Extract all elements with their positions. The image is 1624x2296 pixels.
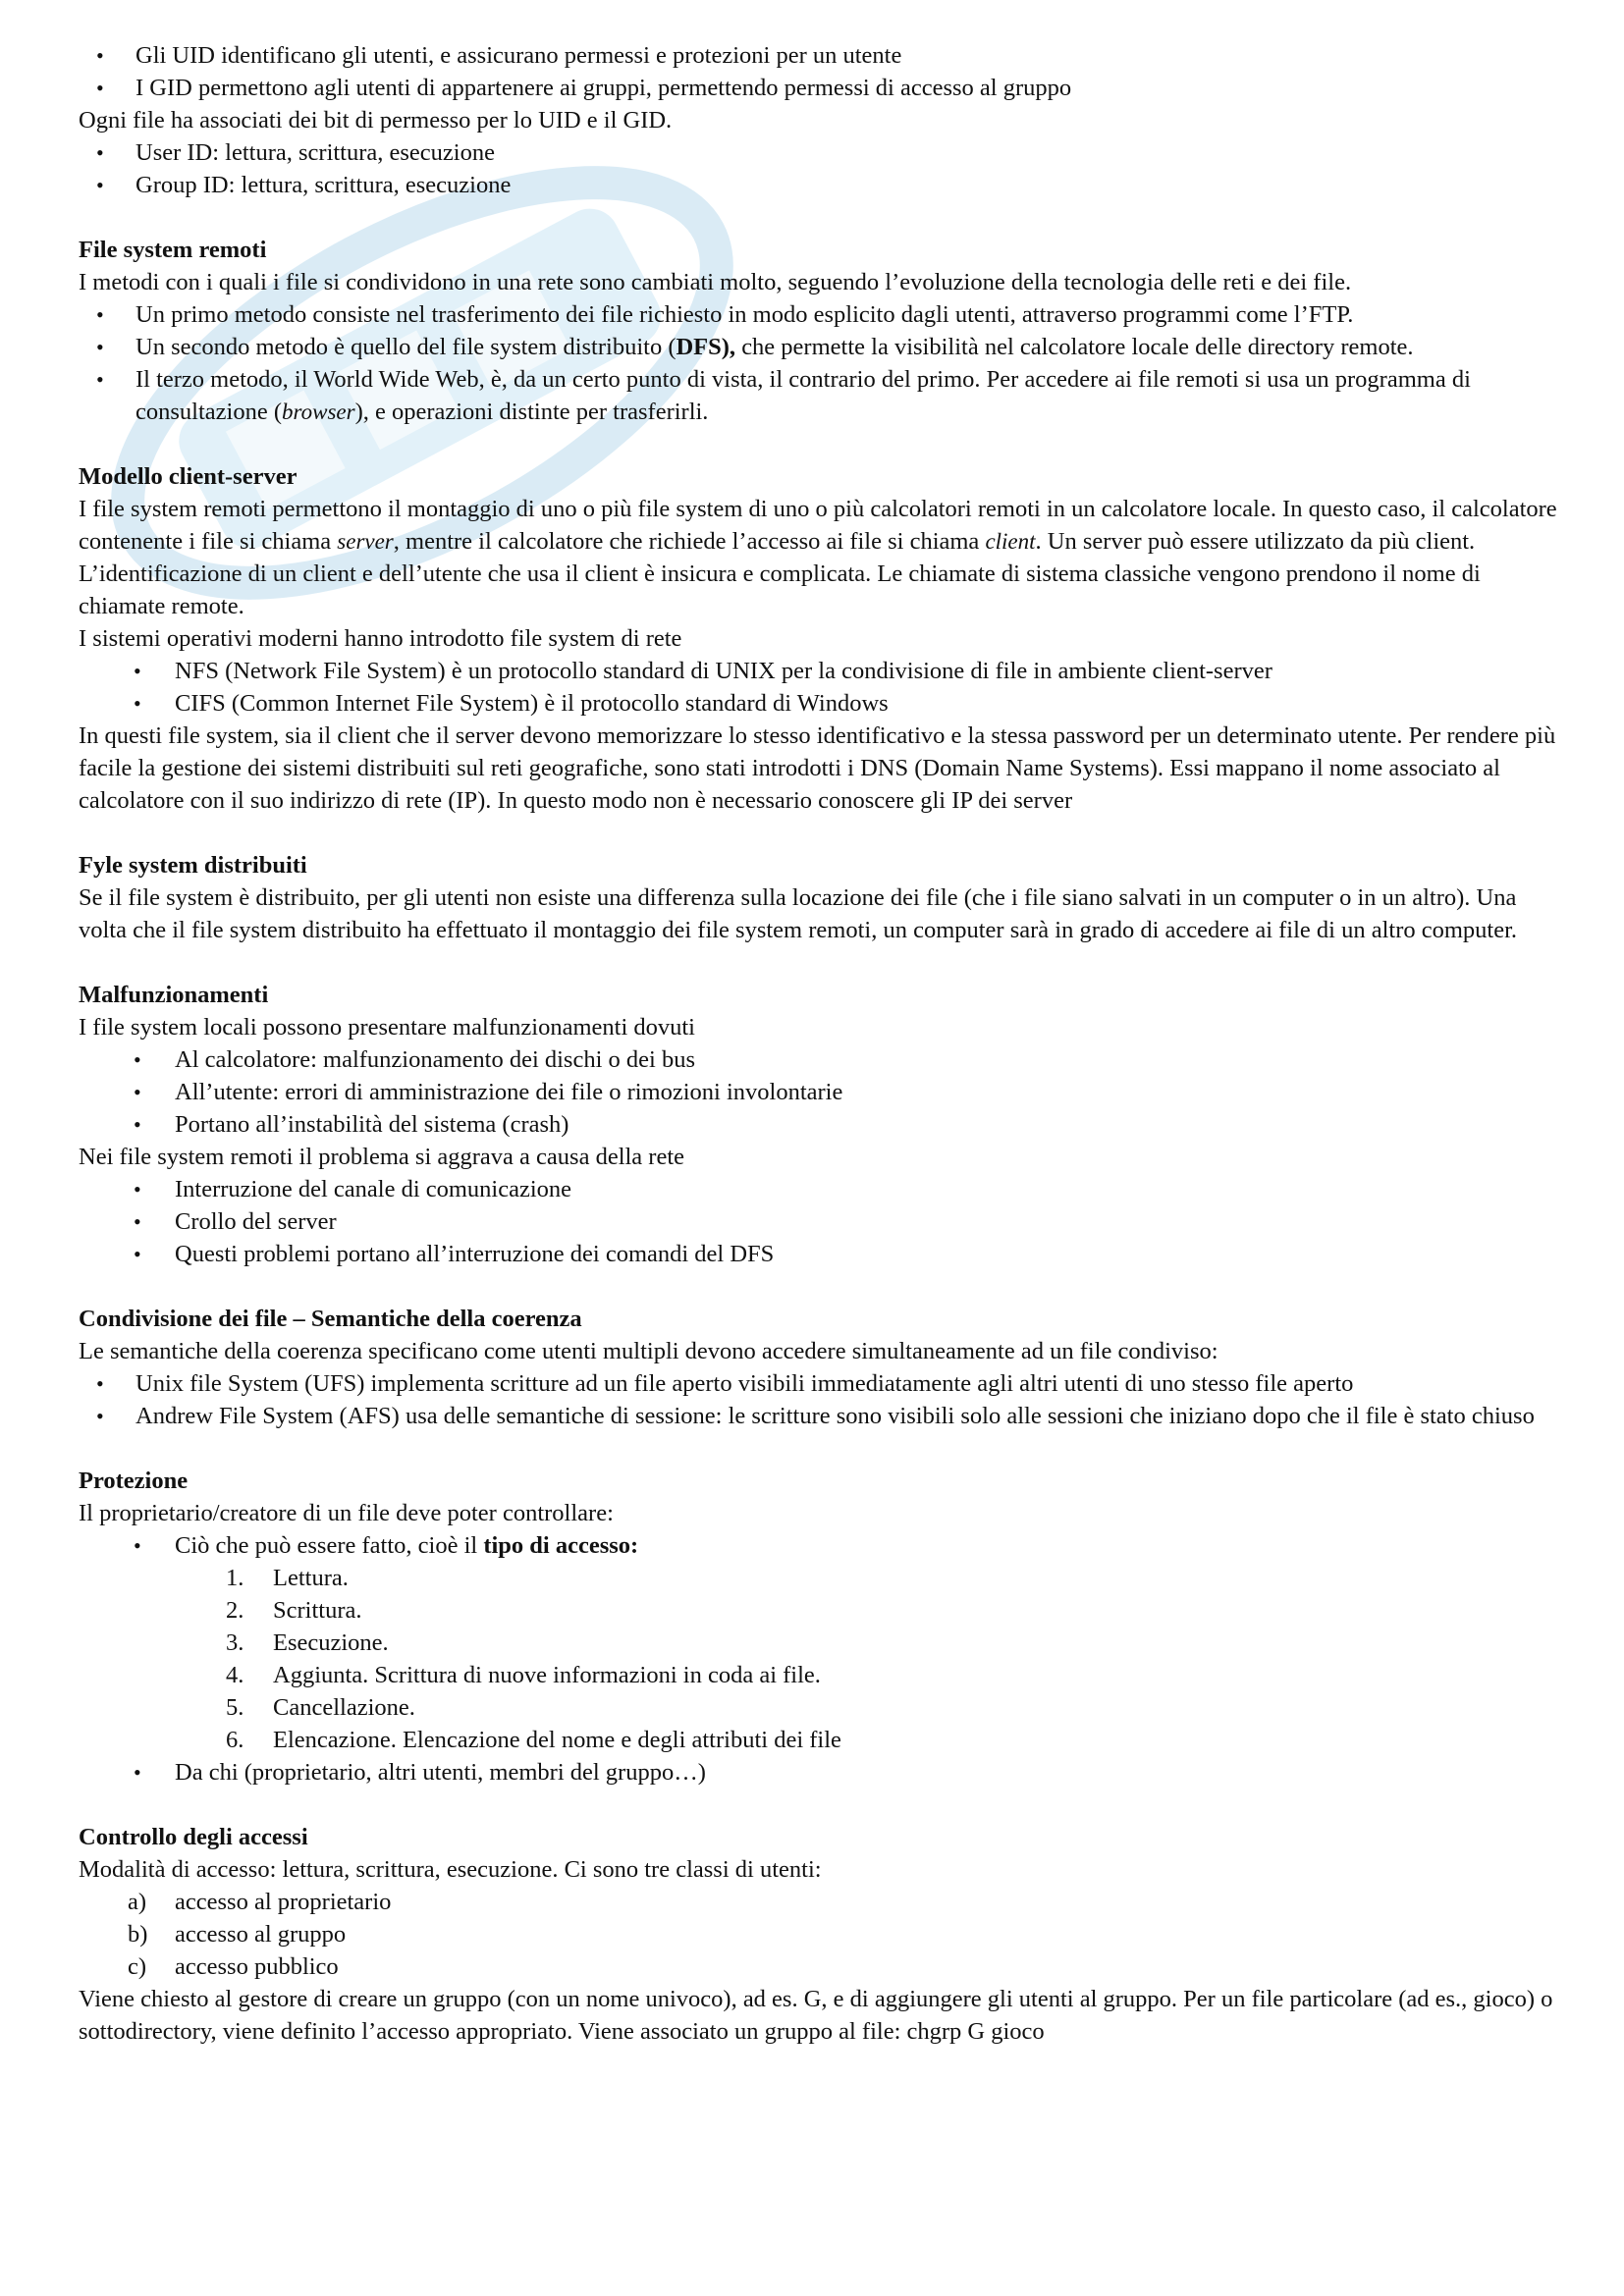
remote-failures-list <box>79 1173 1566 1270</box>
list-item: 5. Cancellazione. <box>226 1694 415 1721</box>
paragraph: I metodi con i quali i file si condividono in una rete sono cambiati molto, seguendo l’evoluzione della tecnologia delle reti e dei file. <box>79 269 1352 295</box>
list-item: • Ciò che può essere fatto, cioè il tipo di accesso: <box>79 1529 1566 1562</box>
section-failures <box>79 979 1566 1270</box>
document-page <box>79 39 1566 2048</box>
section-title: Modello client-server <box>79 463 298 490</box>
list-item: 2. Scrittura. <box>226 1597 362 1624</box>
list-item: • Un primo metodo consiste nel trasferimento dei file richiesto in modo esplicito dagli utenti, attraverso programmi come l’FTP. <box>79 298 1566 331</box>
list-item: • Questi problemi portano all’interruzione dei comandi del DFS <box>79 1238 1566 1270</box>
protocols-list <box>79 655 1566 720</box>
list-item: • User ID: lettura, scrittura, esecuzione <box>79 136 1566 169</box>
section-title: File system remoti <box>79 237 267 263</box>
list-item: • All’utente: errori di amministrazione dei file o rimozioni involontarie <box>79 1076 1566 1108</box>
section-title: Malfunzionamenti <box>79 982 269 1008</box>
section-title: Fyle system distribuiti <box>79 852 307 879</box>
list-item: b) accesso al gruppo <box>128 1921 347 1948</box>
list-item: • Gli UID identificano gli utenti, e assicurano permessi e protezioni per un utente <box>79 39 1566 72</box>
access-types-list <box>79 1562 1566 1756</box>
section-title: Condivisione dei file – Semantiche della coerenza <box>79 1306 582 1332</box>
section-client-server <box>79 460 1566 817</box>
section-title: Protezione <box>79 1468 189 1494</box>
id-permissions-list <box>79 136 1566 201</box>
list-item: • I GID permettono agli utenti di appartenere ai gruppi, permettendo permessi di accesso al gruppo <box>79 72 1566 104</box>
section-protection <box>79 1465 1566 1789</box>
paragraph: I file system locali possono presentare malfunzionamenti dovuti <box>79 1014 695 1041</box>
paragraph: Viene chiesto al gestore di creare un gruppo (con un nome univoco), ad es. G, e di aggiungere gli utenti al gruppo. Per un file particolare (ad es., gioco) o sottodirectory, viene definito l’accesso appropriato. Viene associato un gruppo al file: chgrp G gioco <box>79 1986 1553 2045</box>
user-classes-list <box>79 1886 1566 1983</box>
list-item: • CIFS (Common Internet File System) è il protocollo standard di Windows <box>79 687 1566 720</box>
paragraph: Le semantiche della coerenza specificano come utenti multipli devono accedere simultaneamente ad un file condiviso: <box>79 1338 1218 1364</box>
list-item: a) accesso al proprietario <box>128 1889 392 1915</box>
paragraph: Modalità di accesso: lettura, scrittura, esecuzione. Ci sono tre classi di utenti: <box>79 1856 822 1883</box>
list-item: c) accesso pubblico <box>128 1953 339 1980</box>
protection-list-2 <box>79 1756 1566 1789</box>
list-item: • Crollo del server <box>79 1205 1566 1238</box>
list-item: • Da chi (proprietario, altri utenti, membri del gruppo…) <box>79 1756 1566 1789</box>
list-item: • Andrew File System (AFS) usa delle semantiche di sessione: le scritture sono visibili solo alle sessioni che iniziano dopo che il file è stato chiuso <box>79 1400 1566 1432</box>
permission-bits-text: Ogni file ha associati dei bit di permesso per lo UID e il GID. <box>79 107 673 133</box>
semantics-list <box>79 1367 1566 1432</box>
list-item: 1. Lettura. <box>226 1565 349 1591</box>
list-item: • Interruzione del canale di comunicazione <box>79 1173 1566 1205</box>
paragraph: Il proprietario/creatore di un file deve poter controllare: <box>79 1500 614 1526</box>
section-title: Controllo degli accessi <box>79 1824 308 1850</box>
section-file-sharing <box>79 1303 1566 1432</box>
list-item: 6. Elencazione. Elencazione del nome e degli attributi dei file <box>226 1727 841 1753</box>
list-item: • Un secondo metodo è quello del file system distribuito (DFS), che permette la visibilità nel calcolatore locale delle directory remote. <box>79 331 1566 363</box>
paragraph: Se il file system è distribuito, per gli utenti non esiste una differenza sulla locazione dei file (che i file siano salvati in un computer o in un altro). Una volta che il file system distribuito ha effettuato il montaggio dei file system remoti, un computer sarà in grado di accedere ai file di un altro computer. <box>79 884 1518 943</box>
list-item: • Il terzo metodo, il World Wide Web, è, da un certo punto di vista, il contrario del primo. Per accedere ai file remoti si usa un programma di consultazione (browser), e operazioni distinte per trasferirli. <box>79 363 1566 428</box>
paragraph: In questi file system, sia il client che il server devono memorizzare lo stesso identificativo e la stessa password per un determinato utente. Per rendere più facile la gestione dei sistemi distribuiti sul reti geografiche, sono stati introdotti i DNS (Domain Name Systems). Essi mappano il nome associato al calcolatore con il suo indirizzo di rete (IP). In questo modo non è necessario conoscere gli IP dei server <box>79 722 1556 814</box>
list-item: • Al calcolatore: malfunzionamento dei dischi o dei bus <box>79 1043 1566 1076</box>
list-item: 3. Esecuzione. <box>226 1629 389 1656</box>
uid-gid-list <box>79 39 1566 104</box>
paragraph: Nei file system remoti il problema si aggrava a causa della rete <box>79 1144 685 1170</box>
section-access-control <box>79 1821 1566 2048</box>
paragraph: I sistemi operativi moderni hanno introdotto file system di rete <box>79 625 682 652</box>
list-item: 4. Aggiunta. Scrittura di nuove informazioni in coda ai file. <box>226 1662 821 1688</box>
methods-list <box>79 298 1566 428</box>
list-item: • Group ID: lettura, scrittura, esecuzione <box>79 169 1566 201</box>
section-remote-fs <box>79 234 1566 428</box>
list-item: • Portano all’instabilità del sistema (crash) <box>79 1108 1566 1141</box>
list-item: • NFS (Network File System) è un protocollo standard di UNIX per la condivisione di file in ambiente client-server <box>79 655 1566 687</box>
paragraph: I file system remoti permettono il montaggio di uno o più file system di uno o più calcolatori remoti in un calcolatore locale. In questo caso, il calcolatore contenente i file si chiama server, mentre il calcolatore che richiede l’accesso ai file si chiama client. Un server può essere utilizzato da più client. L’identificazione di un client e dell’utente che usa il client è insicura e complicata. Le chiamate di sistema classiche vengono prendono il nome di chiamate remote. <box>79 496 1557 619</box>
local-failures-list <box>79 1043 1566 1141</box>
list-item: • Unix file System (UFS) implementa scritture ad un file aperto visibili immediatamente agli altri utenti di uno stesso file aperto <box>79 1367 1566 1400</box>
section-distributed-fs <box>79 849 1566 946</box>
protection-list <box>79 1529 1566 1562</box>
